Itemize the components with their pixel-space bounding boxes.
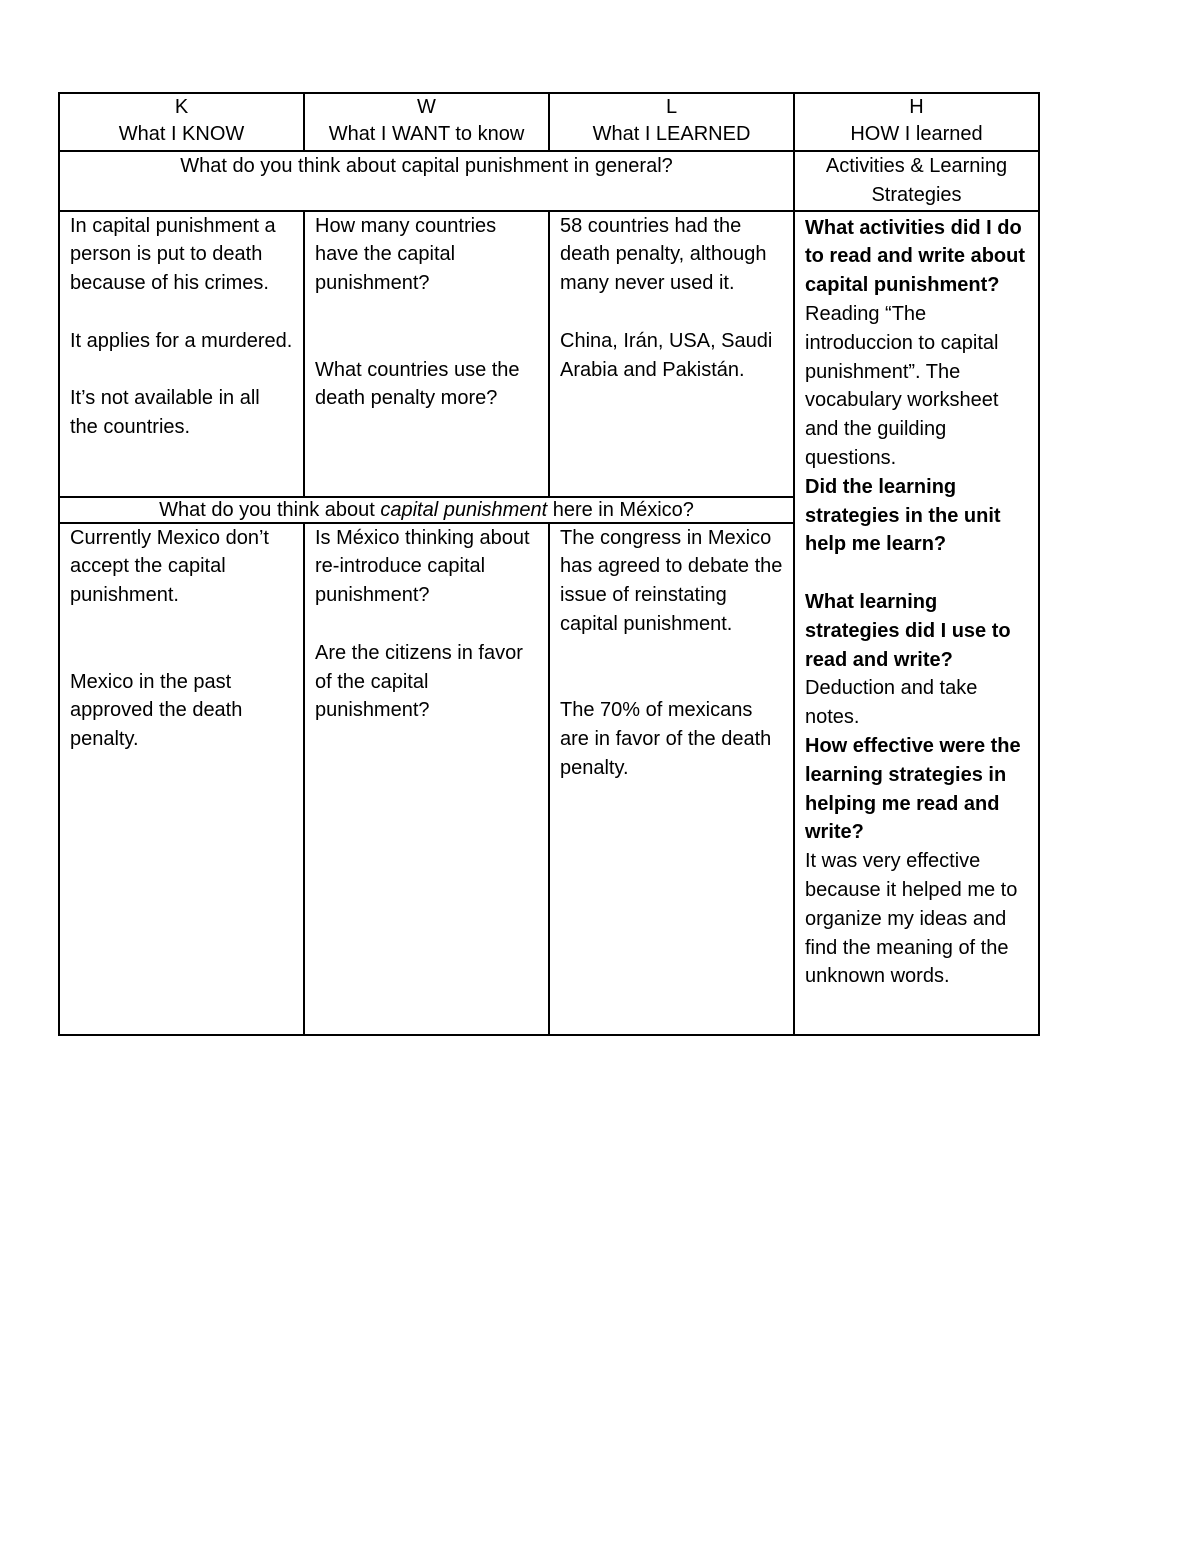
section2-learned-1: The congress in Mexico has agreed to debate the issue of reinstating capital punishment. [560,526,783,635]
section1-know-3: It’s not available in all the countries. [70,387,260,439]
section1-question-row [59,151,1039,211]
section2-learned-cell [549,523,794,1035]
section2-know-2: Mexico in the past approved the death penalty. [70,670,243,751]
h-column-heading: Activities & Learning Strategies [794,151,1039,211]
how-question-2: Did the learning strategies in the unit help me learn? [805,475,1001,556]
how-question-4: How effective were the learning strategies in helping me read and write? [805,734,1021,844]
header-k [59,93,304,151]
section2-want-2: Are the citizens in favor of the capital punishment? [315,641,523,722]
header-k-letter: K [174,96,189,118]
section1-know-2: It applies for a murdered. [70,329,293,352]
section2-know-cell [59,523,304,1035]
kwlh-chart-table [58,92,1040,1036]
section1-know-1: In capital punishment a person is put to death because of his crimes. [70,214,276,295]
header-h-letter: H [909,96,924,118]
header-w [304,93,549,151]
section2-question [59,497,794,523]
header-l-label: What I LEARNED [592,123,751,145]
section2-question-before: What do you think about [159,498,381,521]
how-answer-3: Deduction and take notes. [805,677,978,729]
header-row [59,93,1039,151]
header-h [794,93,1039,151]
section2-want-cell [304,523,549,1035]
section2-learned-2: The 70% of mexicans are in favor of the death penalty. [560,699,772,779]
section1-want-1: How many countries have the capital punishment? [315,214,497,295]
section1-know-cell [59,211,304,497]
how-answer-1: Reading “The introduccion to capital punishment”. The vocabulary worksheet and the guilding questions. [805,302,999,469]
section1-learned-2: China, Irán, USA, Saudi Arabia and Pakistán. [560,329,773,381]
section2-want-1: Is México thinking about re-introduce capital punishment? [315,526,530,607]
how-question-1: What activities did I do to read and write about capital punishment? [805,216,1026,297]
header-w-letter: W [417,96,436,118]
header-l [549,93,794,151]
how-question-3: What learning strategies did I use to read and write? [805,590,1011,671]
section1-question: What do you think about capital punishment in general? [59,151,794,211]
section1-learned-cell [549,211,794,497]
header-w-label: What I WANT to know [328,123,525,145]
how-learned-cell [794,211,1039,1035]
section1-want-2: What countries use the death penalty more? [315,358,520,410]
section1-want-cell [304,211,549,497]
header-k-label: What I KNOW [118,123,245,145]
section2-know-1: Currently Mexico don’t accept the capital punishment. [70,526,269,607]
how-answer-4: It was very effective because it helped me to organize my ideas and find the meaning of the unknown words. [805,850,1018,988]
section1-body-row [59,211,1039,497]
section2-question-after: here in México? [547,498,694,521]
header-h-label: HOW I learned [850,123,983,145]
section2-question-italic: capital punishment [380,498,548,521]
header-l-letter: L [665,96,678,118]
section1-learned-1: 58 countries had the death penalty, although many never used it. [560,214,767,295]
